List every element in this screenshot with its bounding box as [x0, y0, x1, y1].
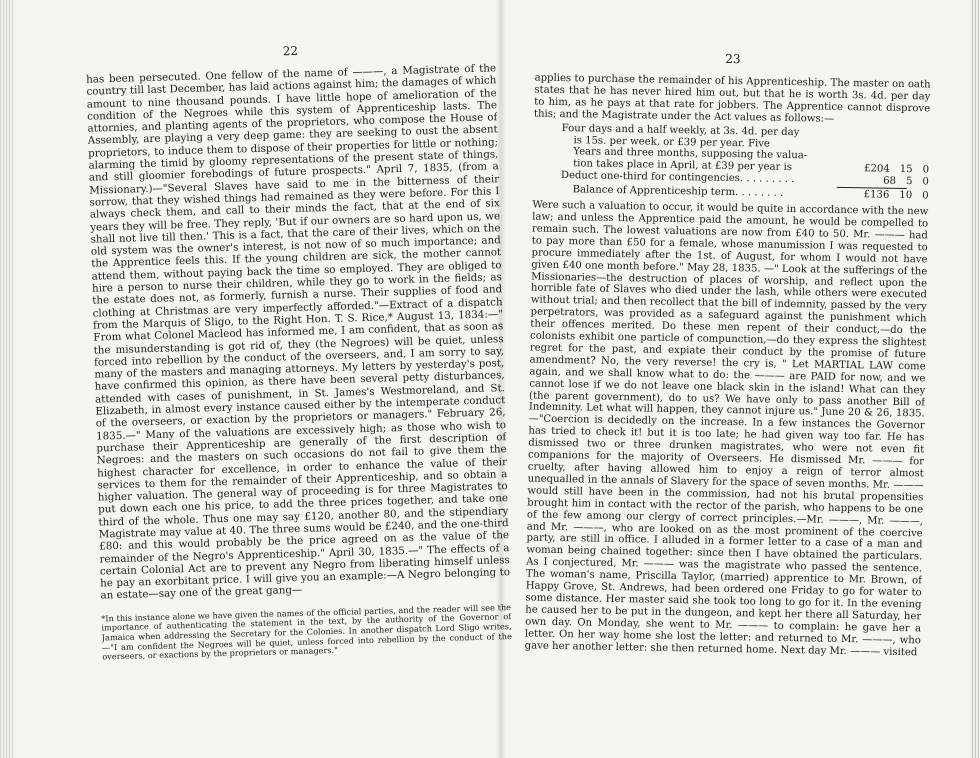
amount-pounds: £204	[863, 163, 890, 176]
valuation-amount	[841, 175, 929, 188]
valuation-text: Balance of Apprenticeship term. . . . . . . .	[572, 184, 784, 200]
valuation-table	[533, 122, 930, 202]
left-page-body	[86, 62, 511, 602]
left-page-paragraph: has been persecuted. One fellow of the name of ———, a Magistrate of the country till last December, has laid actions against him; the damages of which amount to nine thousand pounds. I have little hope of amelioration of the condition of the Negroes while this system of Apprenticeship lasts. The attornies, and planting agents of the proprietors, who compose the House of Assembly, are playing a very deep game: they are seeking to oust the absent proprietors, to induce them to dispose of their properties for little or nothing; alarming the timid by gloomy representations of the present state of things, and still gloomier forebodings of future prospects." April 7, 1835, (from a Missionary.)—"Several Slaves have said to me in the bitterness of their sorrow, that they wished things had remained as they were before. For this I always check them, and call to their minds the fact, that at the end of six years they will be free. They reply, 'But if our owners are so hard upon us, we shall not live till then.' This is a fact, that the care of their lives, which on the old system was the owner's interest, is not now of so much importance; and the Apprentice feels this. If the young children are sick, the mother cannot attend them, without paying back the time so employed. They are obliged to hire a person to nurse their children, while they go to work in the fields; as the estate does not, as formerly, furnish a nurse. Their supplies of food and clothing at Christmas are very imperfectly afforded."—Extract of a dispatch from the Marquis of Sligo, to the Right Hon. T. S. Rice,* August 13, 1834:—" From what Colonel Macleod has informed me, I am confident, that as soon as the misunderstanding is got rid of, they (the Negroes) will be quiet, unless forced into rebellion by the conduct of the overseers, and, I am sorry to say, many of the masters and managing attorneys. My letters by yesterday's post, have confirmed this opinion, as there have been several petty disturbances, attended with cases of punishment, in St. James's Westmoreland, and St. Elizabeth, in almost every instance caused either by the intemperate conduct of the overseers, or exaction by the proprietors or managers." February 26, 1835.—" Many of the valuations are excessively high; as those who wish to purchase their Apprenticeship are generally of the first description of Negroes: and the masters on such occasions do not fail to give them the highest character for excellence, in order to enhance the value of their services to them for the remainder of their Apprenticeship, and so obtain a higher valuation. The general way of proceeding is for three Magistrates to put down each one his price, to add the three prices together, and take one third of the whole. Thus one may say £120, another 80, and the stipendiary Magistrate may value at 40. The three sums would be £240, and the one-third £80: and this would probably be the price agreed on as the value of the remainder of the Negro's Apprenticeship." April 30, 1835.—" The effects of a certain Colonial Act are to prevent any Negro from liberating himself unless he pay an exorbitant price. I will give you an example:—A Negro belonging to an estate—say one of the great gang—	[85, 62, 511, 602]
left-page	[84, 0, 515, 758]
valuation-amount	[841, 189, 929, 202]
page-number: 23	[725, 51, 741, 67]
right-page-body	[525, 73, 931, 659]
left-page-edges	[0, 0, 14, 758]
valuation-text: Years and three months, supposing the valua-	[573, 146, 808, 162]
amount-pounds: £136	[863, 189, 890, 201]
amount-shillings: 15	[899, 164, 913, 176]
valuation-text: Deduct one-third for contingencies. . . . . . . . .	[560, 170, 795, 186]
amount-shillings: 10	[899, 190, 913, 202]
page-number: 22	[282, 43, 299, 59]
valuation-text: is 15s. per week, or £39 per year. Five	[573, 134, 771, 150]
right-page-paragraph: Were such a valuation to occur, it would be quite in accordance with the new law; and unless the Apprentice paid the amount, he would be compelled to remain such. The lowest valuations are now from £40 to 50. Mr. ——— had to pay more than £50 for a female, whose manumission I was requested to procure immediately after the 1st. of August, for whom I would not have given £40 one month before." May 28, 1835. —" Look at the sufferings of the Missionaries—the destruction of places of worship, and reflect upon the horrible fate of Slaves who died under the lash, while others were executed without trial; and then recollect that the bill of indemnity, passed by the very perpetrators, was provided as a safeguard against the punishment which their offences merited. Do these men repent of their conduct,—do the colonists exhibit one particle of compunction,—do they express the slightest regret for the past, and expiate their conduct by the promise of future amendment? No, the very reverse! the cry is, " Let MARTIAL LAW come again, and we shall know what to do: the ——— are PAID for now, and we cannot lose if we do not leave one black skin in the island! What can they (the parent government), do to us? We have only to pass another Bill of Indemnity. Let what will happen, they cannot injure us." June 20 & 26, 1835. —"Coercion is decidedly on the increase. In a few instances the Governor has tried to check it! but it is too late; he had given way too far. He has dismissed two or three drunken magistrates, who were not even fit companions for the majority of Overseers. He dismissed Mr. ——— for cruelty, after having allowed him to enjoy a reign of terror almost unequalled in the annals of Slavery for the space of seven months. Mr. ——— would still have been in the commission, had not his brutal propensities brought him in contact with the rector of the parish, who happens to be one of the few among our clergy of correct principles.—Mr. ———, Mr. ———, and Mr. ———, who are looked on as the most prominent of the coercive party, are still in office. I alluded in a former letter to a case of a man and woman being chained together: since then I have obtained the particulars. As I conjectured, Mr. ——— was the magistrate who passed the sentence. The woman's name, Priscilla Taylor, (married) apprentice to Mr. Brown, of Happy Grove, St. Andrews, had been ordered one Friday to go for water to some distance. Her master said she took too long to go for it. In the evening he caused her to be put in the dungeon, and kept her there all Saturday, her own day. On Monday, she went to Mr. ——— to complain: he gave her a letter. On her way home she lost the letter: and returned to Mr. ———, who gave her another letter: she then returned home. Next day Mr. ——— visited	[524, 199, 929, 658]
right-page	[523, 0, 932, 758]
right-page-intro: applies to purchase the remainder of his Apprenticeship. The master on oath states that he has never hired him out, but that he is worth 3s. 4d. per day to him, as he pays at that rate for jobbers. The Apprentice cannot disprove this; and the Magistrate under the Act values as follows:—	[533, 72, 931, 125]
right-page-edges	[970, 0, 980, 758]
amount-pounds: 68	[883, 175, 897, 188]
footnote: *In this instance alone we have given the names of the official parties, and the reader will see the importance of authenticating the statement in the text, by the authority of the Governor of Jamaica when addressing the Secretary for the Colonies. In another dispatch Lord Sligo writes,—"I am confident the Negroes will be quiet, unless forced into rebellion by the conduct of the overseers, or exactions by the proprietors or managers."	[101, 601, 512, 662]
valuation-text: Four days and a half weekly, at 3s. 4d. per day	[561, 122, 800, 138]
amount-pence: 0	[922, 164, 930, 176]
amount-pence: 0	[922, 190, 929, 202]
amount-shillings: 5	[905, 176, 913, 188]
amount-pence: 0	[922, 176, 929, 188]
valuation-text: tion takes place in April, at £39 per year is	[573, 158, 793, 174]
